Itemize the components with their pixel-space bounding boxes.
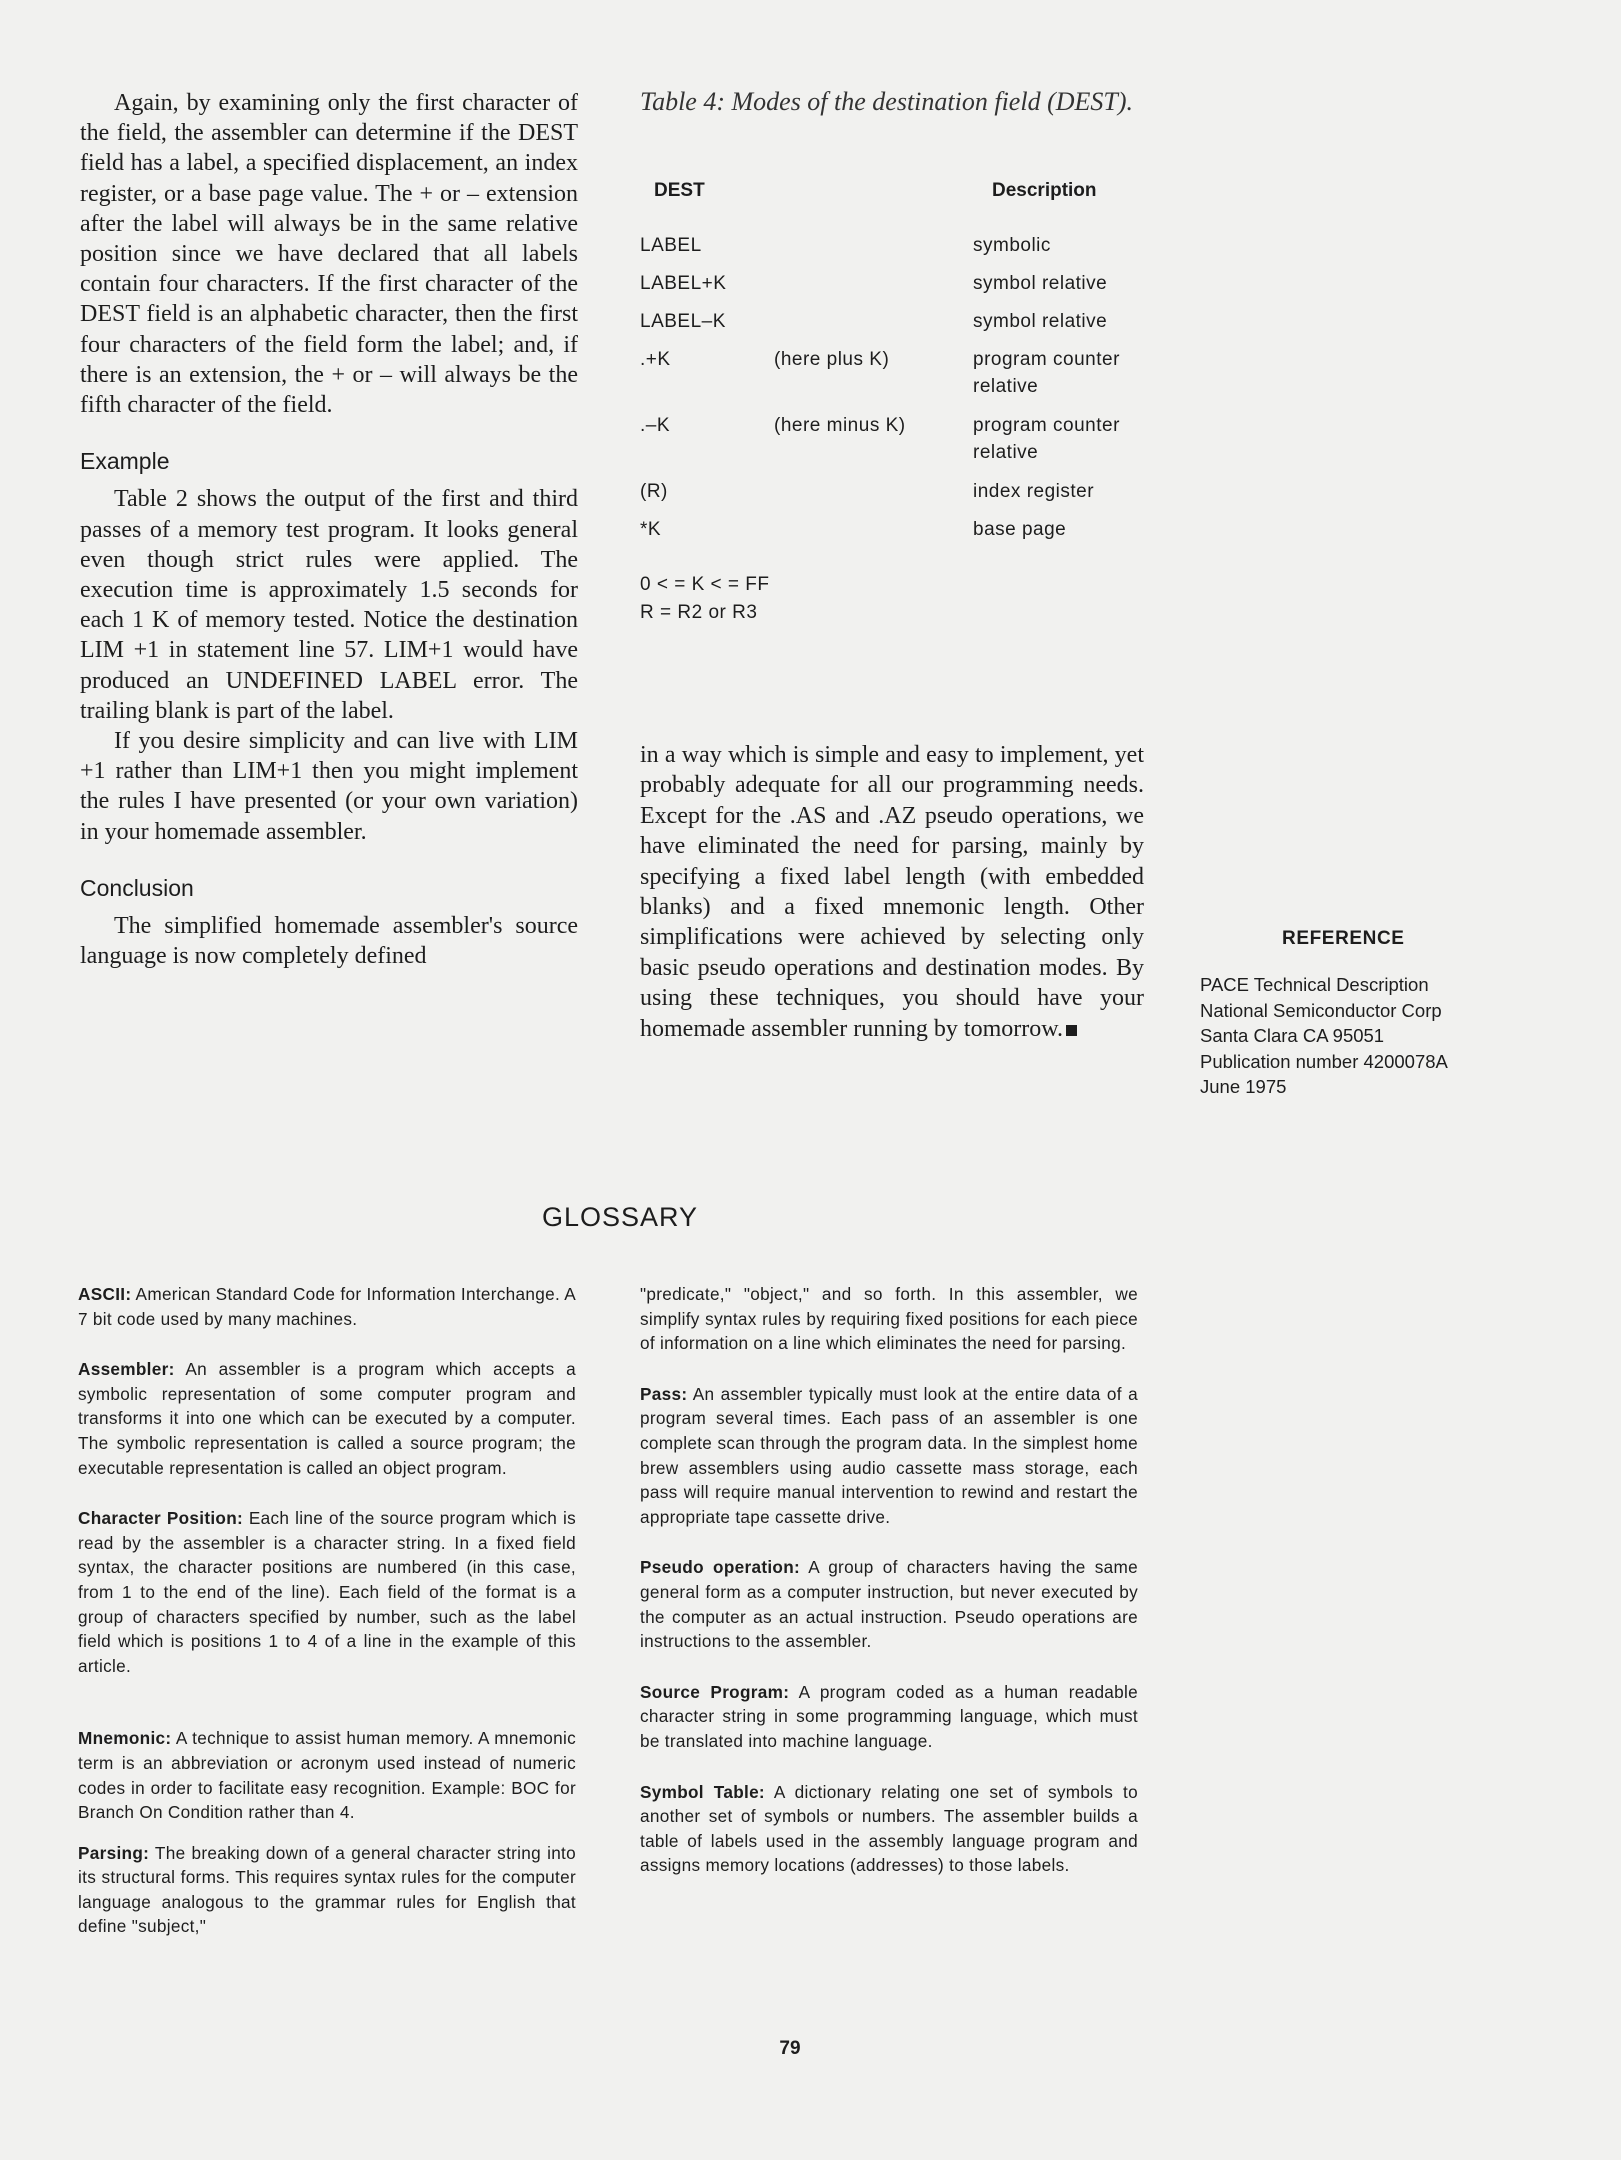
end-mark-icon — [1066, 1025, 1077, 1036]
description-cell: base page — [973, 519, 1067, 540]
dest-cell: LABEL–K — [640, 311, 726, 332]
dest-cell: .+K — [640, 349, 671, 370]
glossary-entry — [640, 1382, 1138, 1530]
dest-cell: LABEL — [640, 235, 702, 256]
glossary-definition: The breaking down of a general character string into its structural forms. This requires syntax rules for the computer language analogous to the grammar rules for English that define "subject," — [78, 1842, 576, 1937]
paragraph: Table 2 shows the output of the first and third passes of a memory test program. It looks general even though strict rules were applied. The execution time is approximately 1.5 seconds for each 1 K of memory tested. Notice the destination LIM +1 in statement line 57. LIM+1 would have produced an UNDEFINED LABEL error. The trailing blank is part of the label. — [80, 486, 578, 724]
glossary-term: Symbol Table: — [640, 1781, 765, 1802]
note-cell: (here plus K) — [774, 349, 890, 370]
reference-line: PACE Technical Description — [1200, 974, 1429, 995]
paragraph: Again, by examining only the first character of the field, the assembler can determine if the DEST field has a label, a specified displacement, an index register, or a base page value. The + or – extension after the label will always be in the same relative position since we have declared that all labels contain four characters. If the first character of the DEST field is an alphabetic character, then the first four characters of the field form the label; and, if there is an extension, the + or – will always be the fifth character of the field. — [80, 90, 578, 419]
description-cell: program counter relative — [973, 349, 1120, 397]
glossary-definition: A group of characters having the same general form as a computer instruction, but never executed by the computer as an actual instruction. Pseudo operations are instructions to the assembler. — [640, 1557, 1138, 1652]
section-heading-example: Example — [80, 448, 170, 475]
page-number: 79 — [779, 2038, 801, 2059]
glossary-column-right — [640, 1282, 1138, 1878]
reference-line: Publication number 4200078A — [1200, 1050, 1448, 1072]
glossary-entry — [78, 1726, 576, 1824]
reference-heading: REFERENCE — [1282, 928, 1405, 949]
reference-line: Santa Clara CA 95051 — [1200, 1025, 1385, 1046]
glossary-term: Pseudo operation: — [640, 1557, 801, 1578]
table-note: R = R2 or R3 — [640, 602, 758, 623]
table-note: 0 < = K < = FF — [640, 574, 770, 595]
dest-cell: LABEL+K — [640, 273, 727, 294]
glossary-term: Character Position: — [78, 1508, 244, 1529]
description-cell: index register — [973, 481, 1095, 502]
glossary-term: Assembler: — [78, 1359, 175, 1380]
glossary-definition: An assembler typically must look at the entire data of a program several times. Each pass of an assembler is one complete scan through the program data. In the simplest home brew assemblers using audio cassette mass storage, each pass will require manual intervention to rewind and restart the appropriate tape cassette drive. — [640, 1383, 1138, 1527]
glossary-definition: American Standard Code for Information Interchange. A 7 bit code used by many machines. — [78, 1284, 576, 1329]
table-header-description: Description — [992, 180, 1097, 201]
description-cell: symbol relative — [973, 311, 1108, 332]
note-cell: (here minus K) — [774, 415, 906, 436]
glossary-entry — [78, 1506, 576, 1678]
description-cell: program counter relative — [973, 415, 1120, 463]
description-cell: symbolic — [973, 235, 1051, 256]
reference-line: National Semiconductor Corp — [1200, 999, 1442, 1021]
glossary-definition: Each line of the source program which is read by the assembler is a character string. In a fixed field syntax, the character positions are numbered (in this case, from 1 to the end of the line). Each field of the format is a group of characters specified by number, such as the label field which is positions 1 to 4 of a line in the example of this article. — [78, 1508, 576, 1676]
description-cell: symbol relative — [973, 273, 1108, 294]
reference-block — [1200, 928, 1520, 1100]
glossary-definition: "predicate," "object," and so forth. In this assembler, we simplify syntax rules by requiring fixed positions for each piece of information on a line which eliminates the need for parsing. — [640, 1284, 1138, 1354]
glossary-entry — [640, 1555, 1138, 1653]
glossary-entry — [78, 1282, 576, 1331]
body-column-left — [80, 88, 578, 971]
paragraph: If you desire simplicity and can live with LIM +1 rather than LIM+1 then you might implement the rules I have presented (or your own variation) in your homemade assembler. — [80, 728, 578, 845]
table-caption: Table 4: Modes of the destination field (DEST). — [640, 87, 1133, 116]
glossary-entry — [640, 1680, 1138, 1754]
table-header-dest: DEST — [654, 180, 705, 201]
glossary-entry — [78, 1841, 576, 1939]
reference-line: June 1975 — [1200, 1076, 1287, 1097]
glossary-term: Pass: — [640, 1383, 688, 1404]
table-4 — [640, 86, 1160, 623]
glossary-column-left — [78, 1282, 576, 1939]
glossary-definition: A dictionary relating one set of symbols to another set of symbols or numbers. The assembler builds a table of labels used in the assembly language program and assigns memory locations (addresses) to those labels. — [640, 1781, 1138, 1876]
paragraph-text: in a way which is simple and easy to implement, yet probably adequate for all our programming needs. Except for the .AS and .AZ pseudo operations, we have eliminated the need for parsing, mainly by specifying a fixed label length (with embedded blanks) and a fixed mnemonic length. Other simplifications were achieved by selecting only basic pseudo operations and destination modes. By using these techniques, you should have your homemade assembler running by tomorrow. — [640, 742, 1144, 1042]
dest-cell: *K — [640, 519, 662, 540]
paragraph — [640, 740, 1144, 1044]
glossary-entry — [640, 1282, 1138, 1356]
glossary-entry — [78, 1357, 576, 1480]
section-heading-conclusion: Conclusion — [80, 874, 194, 901]
glossary-term: Parsing: — [78, 1842, 150, 1863]
glossary-term: Source Program: — [640, 1681, 790, 1702]
glossary-definition: An assembler is a program which accepts a symbolic representation of some computer program and transforms it into one which can be executed by a computer. The symbolic representation is called a source program; the executable representation is called an object program. — [78, 1359, 576, 1478]
glossary-term: Mnemonic: — [78, 1728, 172, 1749]
glossary-definition: A program coded as a human readable character string in some programming language, which must be translated into machine language. — [640, 1681, 1138, 1751]
glossary-title: GLOSSARY — [541, 1202, 699, 1232]
glossary-definition: A technique to assist human memory. A mnemonic term is an abbreviation or acronym used instead of numeric codes in order to facilitate easy recognition. Example: BOC for Branch On Condition rather than 4. — [78, 1728, 576, 1823]
dest-cell: (R) — [640, 481, 668, 502]
paragraph: The simplified homemade assembler's source language is now completely defined — [80, 913, 578, 970]
glossary-entry — [640, 1780, 1138, 1878]
glossary-term: ASCII: — [78, 1284, 132, 1304]
body-column-middle — [640, 740, 1144, 1044]
dest-cell: .–K — [640, 415, 671, 436]
